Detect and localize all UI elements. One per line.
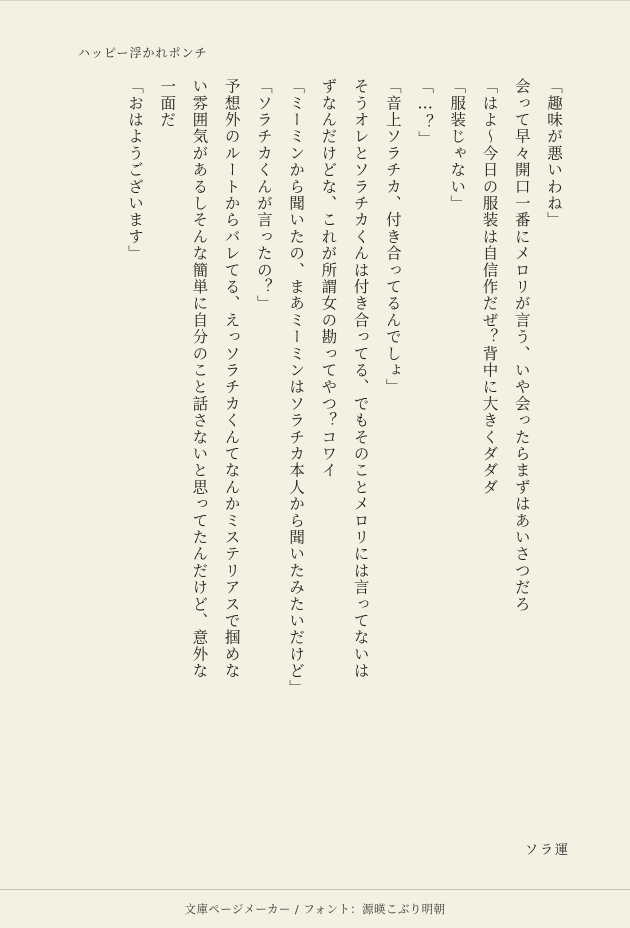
body-line: い雰囲気があるしそんな簡単に自分のこと話さないと思ってたんだけど、意外な <box>190 78 209 680</box>
body-line: ずなんだけどな、これが所謂女の勘ってやつ？コワイ <box>319 78 338 479</box>
body-line: 予想外のルートからバレてる、えっソラチカくんてなんかミステリアスで掴めな <box>222 78 241 680</box>
page-top-rule <box>0 0 630 1</box>
body-line: 「服装じゃない」 <box>448 78 467 212</box>
vertical-body-text <box>100 78 570 818</box>
body-line: 「はよ～今日の服装は自信作だぜ？背中に大きくダダダ <box>480 78 499 496</box>
page-footer <box>0 890 630 928</box>
body-line: 一面だ <box>158 78 177 129</box>
author-signature: ソラ運 <box>524 843 570 858</box>
footer-credit: 文庫ページメーカー / フォント：源暎こぶり明朝 <box>184 902 446 916</box>
page-header-title: ハッピー浮かれポンチ <box>78 46 208 60</box>
body-line: 「趣味が悪いわね」 <box>545 78 563 229</box>
body-line: 「音上ソラチカ、付き合ってるんでしょ」 <box>383 78 402 396</box>
body-line: 「ミーミンから聞いたの、まあミーミンはソラチカ本人から聞いたみたいだけど」 <box>287 78 306 696</box>
body-line: そうオレとソラチカくんは付き合ってる、でもそのことメロリには言ってないは <box>351 78 370 680</box>
body-line: 会って早々開口一番にメロリが言う、いや会ったらまずはあいさつだろ <box>512 78 531 613</box>
body-line: 「ソラチカくんが言ったの？」 <box>254 78 273 312</box>
body-line: 「おはようございます」 <box>125 78 144 262</box>
body-line: 「…？」 <box>416 78 435 148</box>
